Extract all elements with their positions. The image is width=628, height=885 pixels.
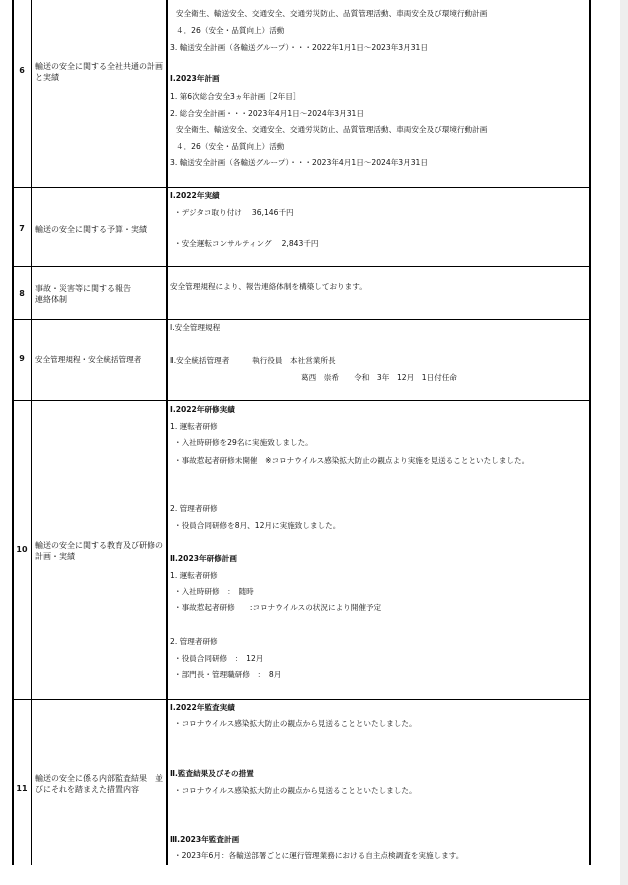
row10-line-4: ・事故惹起者研修未開催 ※コロナウイルス感染拡大防止の観点より実施を見送ることといたしました。 — [174, 456, 530, 465]
right-margin-shade — [620, 0, 628, 885]
row-number-7: 7 — [19, 224, 25, 233]
row-item-6: 輸送の安全に関する全社共通の計画と実績 — [35, 62, 163, 82]
row6-line-5: 1. 第6次総合安全3ヵ年計画［2年目］ — [170, 92, 301, 101]
row11-line-5: Ⅲ.2023年監査計画 — [170, 835, 240, 844]
row11-line-2: ・コロナウイルス感染拡大防止の観点から見送ることといたしました。 — [174, 719, 417, 728]
row11-line-3: Ⅱ.監査結果及びその措置 — [170, 769, 254, 778]
row10-line-12: ・役員合同研修 ： 12月 — [174, 654, 264, 663]
column-divider-item — [166, 0, 168, 865]
row10-line-6: ・役員合同研修を8月、12月に実施致しました。 — [174, 521, 341, 530]
row-divider-10-11 — [12, 699, 591, 700]
row10-line-10: ・事故惹起者研修 :コロナウイルスの状況により開催予定 — [174, 603, 382, 612]
row8-line-1: 安全管理規程により、報告連絡体制を構築しております。 — [170, 282, 367, 291]
table-border-left — [12, 0, 14, 865]
row-divider-6-7 — [12, 187, 591, 188]
row6-line-1: 安全衛生、輸送安全、交通安全、交通労災防止、品質管理活動、車両安全及び環境行動計画 — [176, 9, 488, 18]
row10-line-7: Ⅱ.2023年研修計画 — [170, 554, 237, 563]
row-item-11: 輸送の安全に係る内部監査結果 並びにそれを踏まえた措置内容 — [35, 774, 163, 794]
row-divider-9-10 — [12, 400, 591, 401]
row10-line-3: ・入社時研修を29名に実施致しました。 — [174, 438, 313, 447]
table-border-right — [589, 0, 591, 865]
row10-line-5: 2. 管理者研修 — [170, 504, 218, 513]
row9-line-2: Ⅱ.安全統括管理者 執行役員 本社営業所長 — [170, 356, 336, 365]
column-divider-number — [31, 0, 32, 865]
row-divider-7-8 — [12, 266, 591, 267]
row-item-9: 安全管理規程・安全統括管理者 — [35, 355, 142, 364]
row6-line-9: 3. 輸送安全計画（各輸送グループ）・・・2023年4月1日～2024年3月31日 — [170, 158, 428, 167]
row10-line-11: 2. 管理者研修 — [170, 637, 218, 646]
row10-line-9: ・入社時研修 ： 随時 — [174, 587, 254, 596]
row-number-6: 6 — [19, 66, 25, 75]
row-divider-8-9 — [12, 319, 591, 320]
row6-line-6: 2. 総合安全計画・・・2023年4月1日～2024年3月31日 — [170, 109, 364, 118]
row10-line-13: ・部門長・管理職研修 ： 8月 — [174, 670, 282, 679]
row-number-9: 9 — [19, 354, 25, 363]
row11-line-6: ・2023年6月：各輸送部署ごとに運行管理業務における自主点検調査を実施します。 — [174, 851, 464, 860]
row6-line-4: Ⅰ.2023年計画 — [170, 74, 220, 83]
row9-line-1: Ⅰ.安全管理規程 — [170, 323, 221, 332]
row-item-8: 事故・災害等に関する報告連絡体制 — [35, 284, 131, 304]
row10-line-2: 1. 運転者研修 — [170, 422, 218, 431]
row-number-11: 11 — [16, 784, 28, 793]
row6-line-3: 3. 輸送安全計画（各輸送グループ）・・・2022年1月1日～2023年3月31日 — [170, 43, 428, 52]
row-number-8: 8 — [19, 289, 25, 298]
row10-line-1: Ⅰ.2022年研修実績 — [170, 405, 235, 414]
row10-line-8: 1. 運転者研修 — [170, 571, 218, 580]
row7-line-1: Ⅰ.2022年実績 — [170, 191, 220, 200]
row-number-10: 10 — [16, 545, 28, 554]
row11-line-1: Ⅰ.2022年監査実績 — [170, 703, 235, 712]
row11-line-4: ・コロナウイルス感染拡大防止の観点から見送ることといたしました。 — [174, 786, 417, 795]
row9-line-3: 葛西 崇希 令和 3年 12月 1日付任命 — [301, 373, 458, 382]
row-item-7: 輸送の安全に関する予算・実績 — [35, 225, 147, 234]
row6-line-2: ４．26（安全・品質向上）活動 — [176, 26, 285, 35]
row6-line-8: ４．26（安全・品質向上）活動 — [176, 142, 285, 151]
row7-line-3: ・安全運転コンサルティング 2,843千円 — [174, 239, 319, 248]
row6-line-7: 安全衛生、輸送安全、交通安全、交通労災防止、品質管理活動、車両安全及び環境行動計画 — [176, 125, 488, 134]
row-item-10: 輸送の安全に関する教育及び研修の計画・実績 — [35, 541, 163, 561]
row7-line-2: ・デジタコ取り付け 36,146千円 — [174, 208, 294, 217]
